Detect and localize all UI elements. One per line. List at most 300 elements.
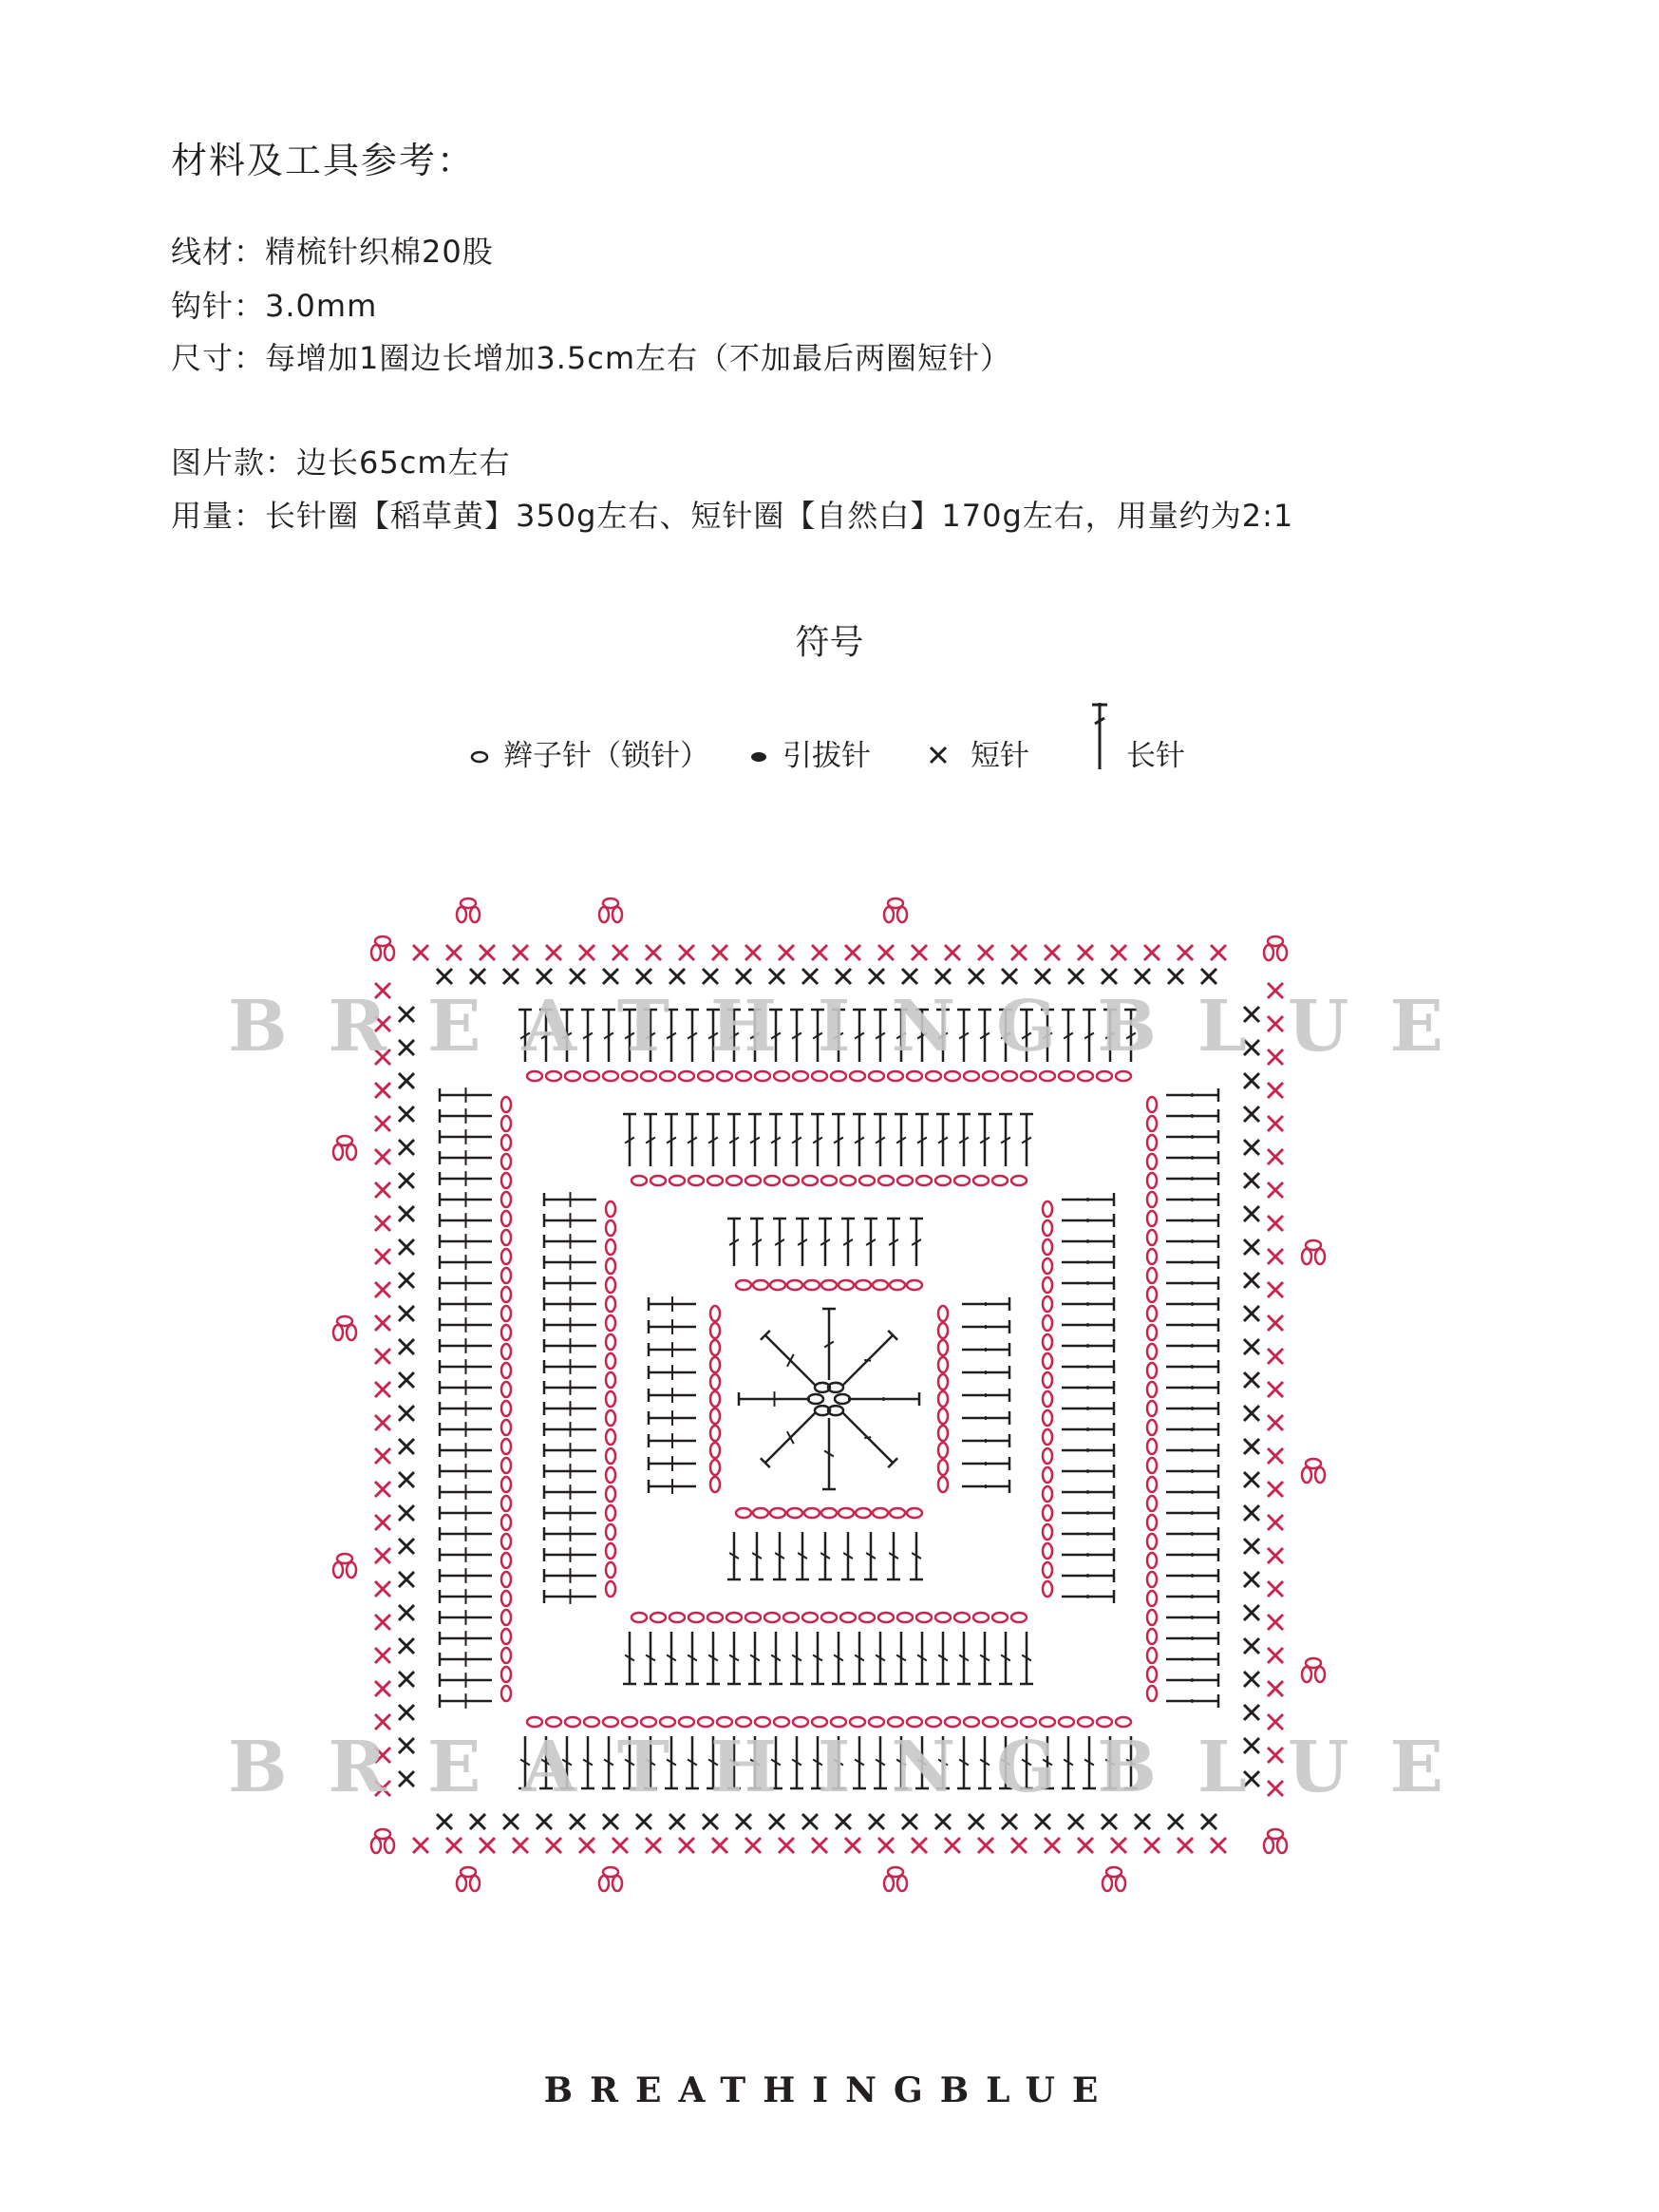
chain-mark (983, 1717, 998, 1727)
chain-mark (938, 1357, 948, 1372)
chain-mark (897, 907, 907, 922)
chain-mark (501, 1686, 511, 1701)
sc-mark (1178, 945, 1193, 960)
sc-mark (1268, 1415, 1283, 1430)
chain-mark (1147, 1154, 1157, 1169)
chain-mark (1040, 1717, 1055, 1727)
sc-mark (399, 1339, 414, 1354)
sc-mark (1268, 1315, 1283, 1331)
sc-mark (845, 945, 860, 960)
chain-mark (501, 1344, 511, 1359)
chain-mark (821, 1280, 837, 1290)
chain-mark (606, 1448, 615, 1464)
sc-mark (845, 1838, 860, 1853)
sc-mark (399, 1372, 414, 1388)
sc-mark (679, 1838, 694, 1853)
sc-mark (375, 1615, 390, 1630)
chain-mark (964, 1717, 979, 1727)
dc-mark (864, 1437, 871, 1438)
dc-mark (864, 1360, 871, 1361)
chain-mark (859, 1613, 875, 1622)
sc-mark (703, 1814, 718, 1829)
sc-mark (399, 1539, 414, 1554)
chain-mark (983, 1071, 998, 1081)
chain-mark (726, 1176, 742, 1185)
chain-mark (1315, 1667, 1325, 1682)
chain-mark (606, 1524, 615, 1540)
chain-mark (992, 1613, 1008, 1622)
chain-mark (916, 1176, 932, 1185)
chain-mark (1147, 1401, 1157, 1416)
sc-mark (1178, 1838, 1193, 1853)
sc-mark (745, 945, 761, 960)
chain-mark (1043, 1524, 1052, 1540)
sc-mark (1068, 969, 1084, 984)
chain-mark (1078, 1071, 1093, 1081)
chain-mark (745, 1613, 761, 1622)
sc-mark (1244, 1239, 1259, 1255)
sc-mark (1135, 969, 1150, 984)
chain-mark (688, 1176, 704, 1185)
chain-mark (878, 1176, 894, 1185)
sc-mark (1244, 1505, 1259, 1521)
yarn-line: 线材：精梳针织棉20股 (171, 234, 494, 270)
watermark-letter: A (521, 986, 576, 1068)
chain-mark (888, 898, 903, 908)
sc-mark (1268, 1216, 1283, 1231)
sc-mark (1268, 1149, 1283, 1164)
legend-title: 符号 (795, 623, 864, 662)
chain-mark (527, 1717, 542, 1727)
chain-mark (793, 1071, 808, 1081)
sc-mark (1011, 1838, 1027, 1853)
sc-mark (836, 969, 851, 984)
sc-mark (613, 1838, 628, 1853)
sc-mark (1078, 945, 1093, 960)
chain-mark (385, 1838, 394, 1853)
chain-mark (1078, 1717, 1093, 1727)
chain-mark (831, 1717, 846, 1727)
footer-brand: BREATHINGBLUE (543, 2070, 1116, 2110)
sc-mark (1168, 969, 1183, 984)
chain-mark (821, 1613, 837, 1622)
chain-mark (856, 1508, 871, 1518)
sc-mark (1268, 1083, 1283, 1098)
chain-mark (461, 1867, 476, 1877)
chain-mark (831, 1071, 846, 1081)
sc-mark (1035, 969, 1050, 984)
chain-mark (1043, 1543, 1052, 1559)
sc-mark (570, 1814, 585, 1829)
chain-mark (632, 1176, 647, 1185)
sc-mark (1111, 1838, 1126, 1853)
chain-mark (964, 1071, 979, 1081)
chain-mark (856, 1280, 871, 1290)
sc-mark (945, 945, 960, 960)
chain-mark (606, 1296, 615, 1312)
sc-mark (399, 1140, 414, 1155)
sc-mark (1268, 1681, 1283, 1696)
watermark-letter: A (521, 1727, 576, 1808)
chain-mark (973, 1613, 989, 1622)
chain-mark (584, 1071, 599, 1081)
chain-mark (470, 1876, 480, 1891)
chain-mark (938, 1391, 948, 1407)
chain-mark (501, 1249, 511, 1264)
chain-mark (869, 1717, 884, 1727)
chain-mark (954, 1613, 970, 1622)
sc-mark (399, 1406, 414, 1421)
chain-mark (1147, 1648, 1157, 1663)
sc-mark (1045, 1838, 1060, 1853)
chain-mark (599, 1876, 609, 1891)
chain-mark (501, 1192, 511, 1207)
chain-mark (1147, 1553, 1157, 1568)
legend-label-chain: 辫子针（锁针） (503, 739, 709, 773)
chain-mark (565, 1717, 580, 1727)
chain-mark (726, 1613, 742, 1622)
chain-mark (1147, 1268, 1157, 1283)
chain-mark (736, 1717, 751, 1727)
chain-mark (840, 1176, 856, 1185)
chain-mark (1059, 1071, 1074, 1081)
chain-mark (783, 1613, 799, 1622)
sc-mark (1244, 1073, 1259, 1088)
sc-mark (375, 1382, 390, 1397)
chain-mark (710, 1391, 720, 1407)
sc-mark (1144, 945, 1159, 960)
sc-mark (375, 1515, 390, 1530)
chain-mark (606, 1486, 615, 1502)
chain-mark (717, 1717, 732, 1727)
chain-mark (501, 1173, 511, 1188)
chain-mark (501, 1515, 511, 1530)
chain-mark (606, 1429, 615, 1445)
sc-mark (1244, 1106, 1259, 1122)
chain-mark (584, 1717, 599, 1727)
chain-mark (1147, 1458, 1157, 1473)
sc-mark (1244, 1539, 1259, 1554)
watermark-letter: B (1097, 986, 1157, 1068)
sc-mark (399, 1505, 414, 1521)
chain-mark (1147, 1610, 1157, 1625)
chain-mark (859, 1176, 875, 1185)
sc-mark (869, 969, 884, 984)
watermark-letter: N (891, 1727, 956, 1808)
chain-mark (812, 1071, 827, 1081)
sc-mark (470, 1814, 485, 1829)
watermark-letter: E (1389, 1727, 1443, 1808)
chain-mark (753, 1280, 768, 1290)
watermark-letter: T (616, 986, 669, 1068)
chain-mark (945, 1071, 960, 1081)
chain-mark (710, 1357, 720, 1372)
chain-mark (1147, 1686, 1157, 1701)
sc-mark (480, 1838, 495, 1853)
chain-mark (884, 1876, 894, 1891)
sc-mark (712, 945, 727, 960)
sc-mark (978, 1838, 993, 1853)
chain-mark (774, 1071, 789, 1081)
sc-mark (1244, 1572, 1259, 1587)
sc-mark (437, 969, 452, 984)
sc-mark (1102, 1814, 1117, 1829)
sc-mark (399, 1638, 414, 1654)
hook-line: 钩针：3.0mm (171, 288, 378, 324)
chain-mark (641, 1717, 656, 1727)
chain-mark (764, 1176, 780, 1185)
sc-mark (1244, 1339, 1259, 1354)
chain-mark (606, 1258, 615, 1274)
chain-mark (1147, 1477, 1157, 1492)
chain-mark (707, 1176, 723, 1185)
chain-mark (907, 1717, 922, 1727)
chain-mark (606, 1543, 615, 1559)
chain-mark (1302, 1667, 1311, 1682)
sc-mark (613, 945, 628, 960)
sc-mark (1011, 945, 1027, 960)
chain-mark (938, 1426, 948, 1441)
chain-mark (606, 1391, 615, 1407)
chain-mark (973, 1176, 989, 1185)
chain-mark (783, 1176, 799, 1185)
chain-mark (1043, 1391, 1052, 1407)
chain-mark (884, 907, 894, 922)
sc-mark (1244, 1406, 1259, 1421)
chain-mark (1147, 1192, 1157, 1207)
chain-mark (650, 1613, 666, 1622)
chain-mark (945, 1717, 960, 1727)
chain-mark (501, 1553, 511, 1568)
chain-mark (1277, 945, 1287, 960)
sc-mark (745, 1838, 761, 1853)
chain-mark (1147, 1382, 1157, 1397)
watermark-letter: G (996, 1727, 1057, 1808)
chain-mark (753, 1508, 768, 1518)
chain-mark (606, 1467, 615, 1483)
chain-mark (1147, 1249, 1157, 1264)
sc-mark (912, 1838, 927, 1853)
chain-mark (710, 1426, 720, 1441)
chain-mark (717, 1071, 732, 1081)
chain-mark (333, 1325, 343, 1340)
chain-mark (501, 1287, 511, 1302)
sc-mark (546, 1838, 561, 1853)
chain-mark (599, 907, 609, 922)
chain-mark (1043, 1239, 1052, 1255)
chain-mark (1315, 1467, 1325, 1483)
chain-mark (1043, 1353, 1052, 1369)
chain-mark (501, 1154, 511, 1169)
chain-mark (669, 1613, 685, 1622)
sc-mark (375, 1415, 390, 1430)
watermark-letter: E (1389, 986, 1443, 1068)
chain-mark (603, 1717, 618, 1727)
chain-mark (501, 1268, 511, 1283)
chain-mark (641, 1071, 656, 1081)
sc-mark (1144, 1838, 1159, 1853)
chain-mark (698, 1071, 713, 1081)
sc-mark (1268, 1448, 1283, 1464)
sc-mark (399, 1705, 414, 1720)
chain-mark (603, 1867, 618, 1877)
chain-mark (1147, 1097, 1157, 1112)
chain-mark (890, 1280, 905, 1290)
sc-mark (969, 1814, 984, 1829)
sc-mark (1244, 1372, 1259, 1388)
chain-mark (890, 1508, 905, 1518)
sc-mark (446, 1838, 462, 1853)
chain-mark (501, 1439, 511, 1454)
chain-mark (1268, 1829, 1283, 1839)
sc-mark (1244, 1273, 1259, 1288)
chain-mark (1043, 1334, 1052, 1350)
sc-mark (969, 969, 984, 984)
chain-mark (679, 1071, 694, 1081)
chain-mark (1147, 1572, 1157, 1587)
sc-mark (736, 969, 751, 984)
chain-mark (606, 1277, 615, 1293)
chain-mark (679, 1717, 694, 1727)
chain-mark (774, 1717, 789, 1727)
chain-mark (546, 1071, 561, 1081)
chain-mark (606, 1353, 615, 1369)
chain-mark (337, 1316, 352, 1326)
chain-mark (613, 907, 622, 922)
chain-mark (650, 1176, 666, 1185)
sc-mark (812, 945, 827, 960)
chain-mark (888, 1867, 903, 1877)
sc-mark (399, 1173, 414, 1188)
sc-mark (399, 1273, 414, 1288)
chain-mark (333, 1144, 343, 1160)
chain-mark (916, 1613, 932, 1622)
chain-mark (698, 1717, 713, 1727)
chain-mark (850, 1071, 865, 1081)
chain-mark (802, 1613, 818, 1622)
chain-mark (1116, 1071, 1131, 1081)
chain-mark (527, 1071, 542, 1081)
chain-mark (622, 1071, 637, 1081)
chain-mark (457, 907, 466, 922)
sc-mark (375, 1282, 390, 1297)
chain-mark (1147, 1439, 1157, 1454)
chain-mark (1147, 1173, 1157, 1188)
sc-mark (1135, 1814, 1150, 1829)
watermark-letter: E (427, 986, 481, 1068)
chain-mark (710, 1340, 720, 1355)
chain-mark (385, 945, 394, 960)
chain-mark (501, 1572, 511, 1587)
sc-mark (978, 945, 993, 960)
chain-mark (501, 1097, 511, 1112)
sc-mark (570, 969, 585, 984)
chain-mark (1147, 1363, 1157, 1378)
chain-mark (1043, 1486, 1052, 1502)
chain-mark (501, 1648, 511, 1663)
chain-mark (688, 1613, 704, 1622)
sc-mark (603, 969, 618, 984)
sc-mark (375, 1681, 390, 1696)
chain-mark (546, 1717, 561, 1727)
sc-mark (769, 1814, 784, 1829)
chain-mark (935, 1176, 951, 1185)
sc-mark (1244, 1439, 1259, 1454)
chain-mark (501, 1477, 511, 1492)
chain-mark (501, 1325, 511, 1340)
chain-mark (1043, 1562, 1052, 1578)
chain-mark (1043, 1448, 1052, 1464)
watermark-letter: H (709, 986, 777, 1068)
sc-mark (935, 969, 951, 984)
chain-mark (787, 1280, 802, 1290)
chain-mark (745, 1176, 761, 1185)
chain-mark (1264, 945, 1273, 960)
watermark-letter: B (228, 1727, 288, 1808)
sc-mark (1268, 1581, 1283, 1597)
sc-mark (1268, 1182, 1283, 1198)
watermark-top (228, 986, 1443, 1068)
chain-mark (1147, 1287, 1157, 1302)
watermark-letter: I (817, 1727, 851, 1808)
chain-mark (869, 1071, 884, 1081)
watermark-letter: N (891, 986, 956, 1068)
chain-mark (1011, 1176, 1027, 1185)
sc-mark (1002, 1814, 1017, 1829)
sc-mark (375, 1448, 390, 1464)
sc-mark (1168, 1814, 1183, 1829)
sc-mark (399, 1206, 414, 1221)
chain-mark (603, 1071, 618, 1081)
chain-mark (1002, 1717, 1017, 1727)
sc-mark (480, 945, 495, 960)
sc-mark (945, 1838, 960, 1853)
chain-mark (375, 1829, 390, 1839)
sc-mark (1268, 1282, 1283, 1297)
sc-mark (703, 969, 718, 984)
sc-mark (636, 969, 651, 984)
chain-mark (501, 1116, 511, 1131)
sc-mark (375, 1648, 390, 1663)
chain-mark (1043, 1581, 1052, 1597)
chain-mark (787, 1508, 802, 1518)
chain-mark (873, 1280, 888, 1290)
chain-mark (710, 1477, 720, 1492)
chain-mark (606, 1505, 615, 1521)
sc-mark (375, 1548, 390, 1563)
watermark-letter: T (616, 1727, 669, 1808)
sc-mark (1102, 969, 1117, 984)
chain-mark (1043, 1505, 1052, 1521)
chain-mark (736, 1071, 751, 1081)
chain-mark (1302, 1249, 1311, 1264)
chain-mark (839, 1280, 854, 1290)
chain-mark (736, 1508, 751, 1518)
watermark-letter: U (1287, 1727, 1349, 1808)
sc-mark (1268, 1648, 1283, 1663)
sc-mark (399, 1306, 414, 1321)
chain-mark (1043, 1372, 1052, 1388)
chain-mark (669, 1176, 685, 1185)
chain-mark (501, 1667, 511, 1682)
chain-mark (337, 1136, 352, 1145)
chain-mark (565, 1071, 580, 1081)
chain-mark (1147, 1135, 1157, 1150)
sc-mark (646, 945, 661, 960)
sc-mark (399, 1672, 414, 1687)
sc-mark (1244, 1705, 1259, 1720)
chain-mark (606, 1372, 615, 1388)
